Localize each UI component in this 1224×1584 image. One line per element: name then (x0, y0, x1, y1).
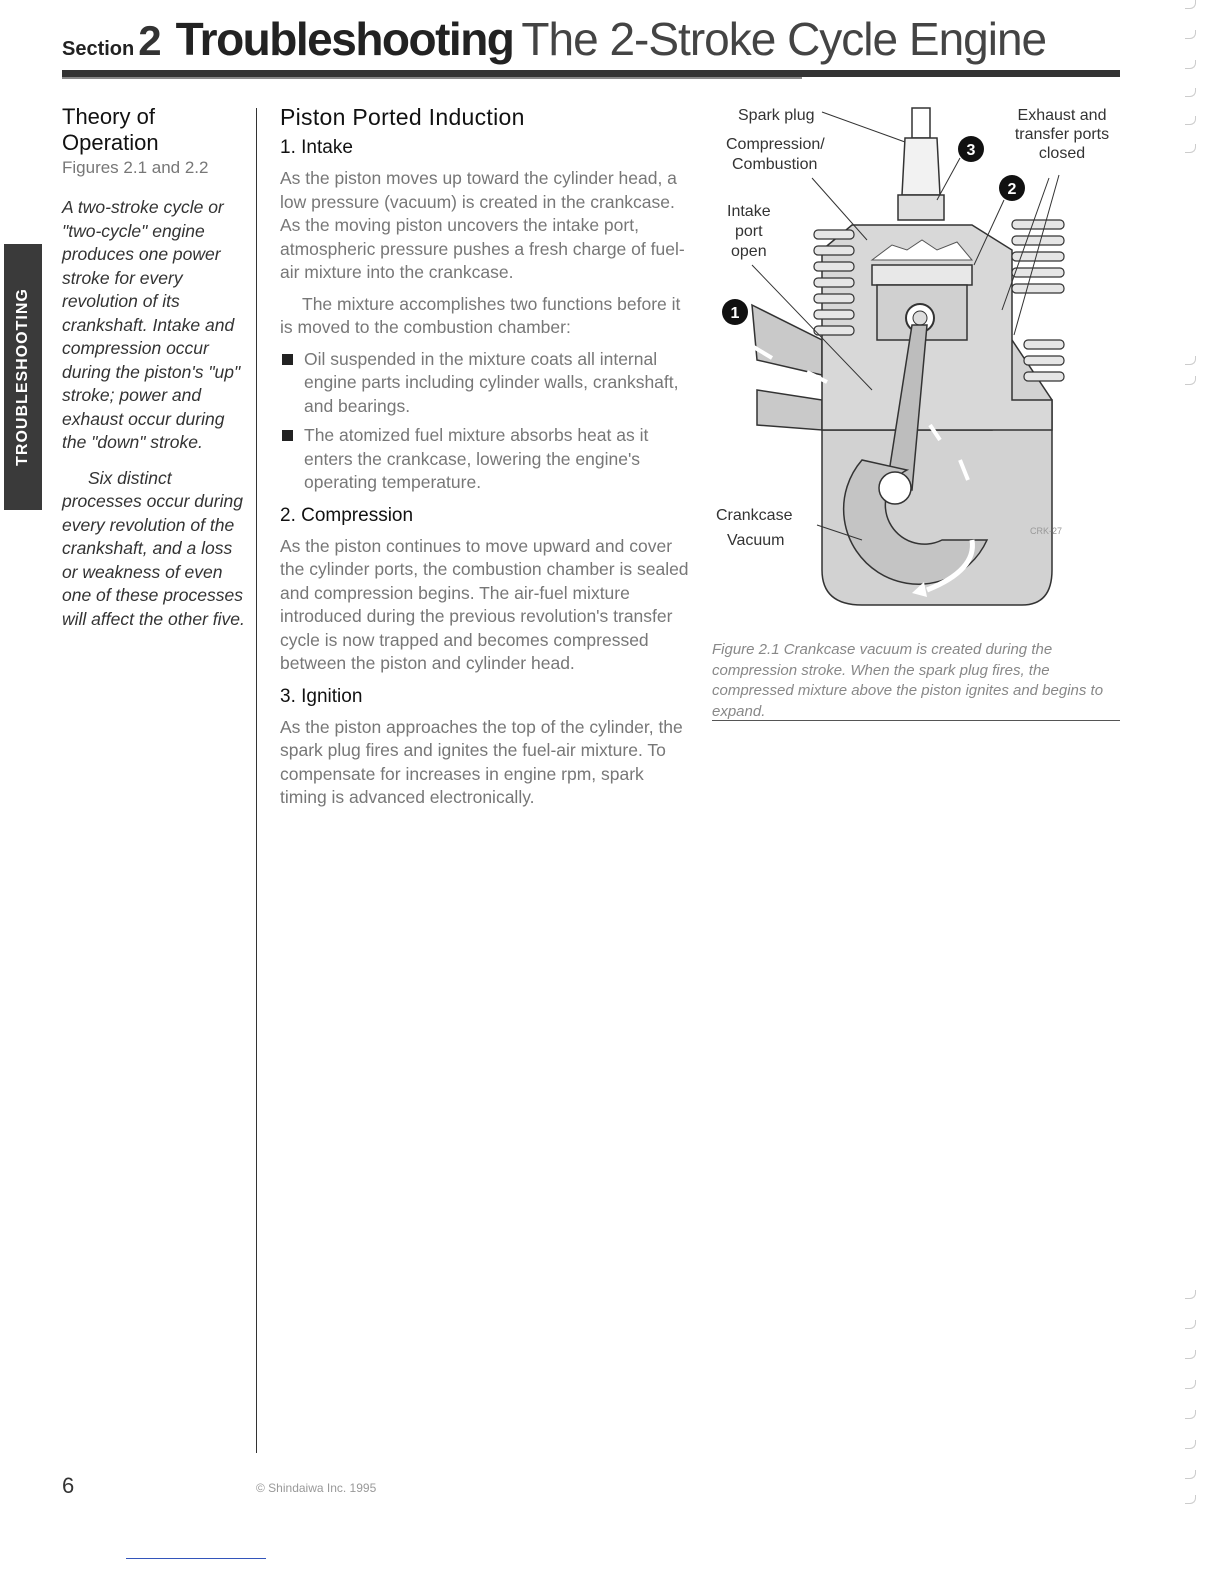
intake-paragraph: As the piston moves up toward the cylinder head, a low pressure (vacuum) is created in the crankcase. As the moving piston uncovers the intake port, atmospheric pressure pushes a fresh charge of fuel-air mixture into the crankcase. (280, 168, 685, 282)
caption-rule (712, 720, 1120, 721)
sidebar-column (62, 104, 248, 643)
label-exhaust-line1: Exhaust and (1017, 107, 1107, 124)
list-item: The atomized fuel mixture absorbs heat as it enters the crankcase, lowering the engine's operating temperature. (280, 424, 690, 495)
label-spark-plug: Spark plug (738, 107, 815, 124)
label-combustion: Combustion (732, 156, 818, 173)
header-rule-secondary (62, 77, 802, 79)
section-category: Troubleshooting (175, 13, 514, 65)
binding-hole-mark (1185, 1470, 1196, 1479)
intake-heading: 1. Intake (280, 137, 353, 158)
compression-heading: 2. Compression (280, 504, 414, 526)
binding-hole-mark (1185, 1350, 1196, 1359)
ignition-heading: 3. Ignition (280, 685, 363, 707)
binding-hole-mark (1185, 1410, 1196, 1419)
ignition-paragraph: As the piston approaches the top of the cylinder, the spark plug fires and ignites the fuel-air mixture. To compensate for increases in engine rpm, spark timing is advanced electronically. (280, 716, 683, 807)
intake-paragraph: The mixture accomplishes two functions before it is moved to the combustion chamber: (280, 293, 681, 337)
sidebar-title-line1: Theory of (62, 104, 155, 129)
binding-hole-mark (1185, 30, 1196, 39)
copyright: © Shindaiwa Inc. 1995 (256, 1481, 377, 1495)
compression-paragraph: As the piston continues to move upward and cover the cylinder ports, the combustion chamber is sealed and compression begins. The air-fuel mixture introduced during the previous revolution's transfer cycle is now trapped and becomes compressed between the piston and cylinder head. (280, 535, 689, 673)
binding-hole-mark (1185, 356, 1196, 365)
label-vacuum: Vacuum (727, 532, 785, 549)
binding-hole-mark (1185, 1440, 1196, 1449)
label-intake-line3: open (731, 243, 767, 260)
label-intake-line1: Intake (727, 203, 771, 220)
side-tab-label: TROUBLESHOOTING (14, 288, 31, 466)
sidebar-paragraph: A two-stroke cycle or "two-cycle" engine produces one power stroke for every revolution of its crankshaft. Intake and compression occur during the piston's "up" stroke; power and exhaust occur during the "down" stroke. (62, 197, 241, 452)
binding-hole-mark (1185, 116, 1196, 125)
binding-hole-mark (1185, 1495, 1196, 1504)
label-exhaust-line3: closed (1038, 145, 1086, 162)
main-column (280, 104, 690, 818)
binding-hole-mark (1185, 376, 1196, 385)
binding-hole-mark (1185, 1320, 1196, 1329)
figure-reference: Figures 2.1 and 2.2 (62, 158, 209, 177)
section-subject: The 2-Stroke Cycle Engine (521, 13, 1047, 65)
main-heading: Piston Ported Induction (280, 104, 525, 130)
figure-code: CRK-27 (1030, 526, 1063, 536)
label-intake-line2: port (735, 223, 763, 240)
label-compression: Compression/ (726, 136, 825, 153)
page-number: 6 (62, 1473, 75, 1498)
marker-1-label: 1 (730, 305, 740, 322)
page-header (62, 12, 1122, 74)
binding-hole-mark (1185, 60, 1196, 69)
binding-hole-mark (1185, 0, 1196, 9)
header-rule (62, 70, 1120, 77)
label-crankcase: Crankcase (716, 507, 793, 524)
column-divider (256, 108, 257, 1453)
binding-hole-mark (1185, 144, 1196, 153)
scan-mark (126, 1558, 266, 1559)
binding-hole-mark (1185, 1380, 1196, 1389)
sidebar-paragraph: Six distinct processes occur during every revolution of the crankshaft, and a loss or weakness of even one of these processes will affect the other five. (62, 467, 245, 629)
section-label: Section (62, 38, 135, 60)
sidebar-title-line2: Operation (62, 130, 159, 155)
binding-hole-mark (1185, 1290, 1196, 1299)
engine-figure (712, 100, 1122, 620)
side-tab (4, 244, 42, 510)
section-number: 2 (138, 17, 162, 64)
intake-bullet-list (280, 348, 690, 495)
marker-3-label: 3 (966, 142, 976, 159)
binding-hole-mark (1185, 88, 1196, 97)
marker-2-label: 2 (1007, 181, 1017, 198)
label-exhaust-line2: transfer ports (1014, 126, 1110, 143)
list-item: Oil suspended in the mixture coats all internal engine parts including cylinder walls, crankshaft, and bearings. (280, 348, 690, 419)
figure-caption: Figure 2.1 Crankcase vacuum is created during the compression stroke. When the spark plug fires, the compressed mixture above the piston ignites and begins to expand. (712, 641, 1104, 720)
